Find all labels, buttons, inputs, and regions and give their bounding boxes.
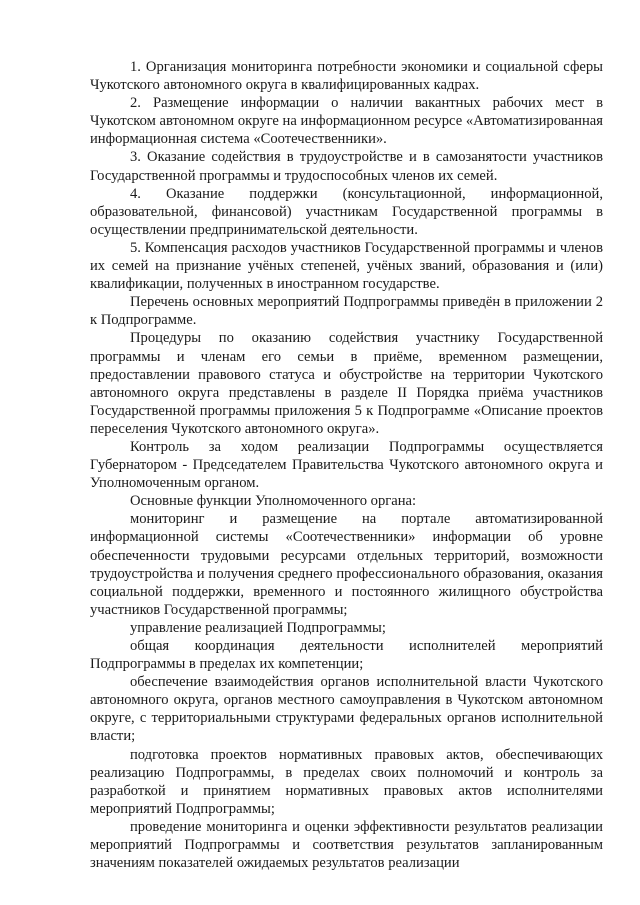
paragraph-procedures: Процедуры по оказанию содействия участнику Государственной программы и членам его семьи в приёме, временном размещении, предоставлении правового статуса и обустройстве на территории Чукотского автономного округа представлены в разделе II Порядка приёма участников Государственной программы приложения 5 к Подпрограмме «Описание проектов переселения Чукотского автономного округа». [90, 330, 603, 437]
paragraph-item-2: 2. Размещение информации о наличии вакантных рабочих мест в Чукотском автономном округе на информационном ресурсе «Автоматизированная информационная система «Соотечественники». [90, 95, 603, 148]
paragraph-item-4: 4. Оказание поддержки (консультационной, информационной, образовательной, финансовой) участникам Государственной программы в осуществлении предпринимательской деятельности. [90, 185, 603, 238]
paragraph-monitoring-portal: мониторинг и размещение на портале автоматизированной информационной системы «Соотечественники» информации об уровне обеспеченности трудовыми ресурсами отдельных территорий, возможности трудоустройства и получения среднего профессионального образования, оказания социальной поддержки, временного и постоянного жилищного обустройства участников Государственной программы; [90, 511, 603, 618]
paragraph-interaction: обеспечение взаимодействия органов исполнительной власти Чукотского автономного округа, органов местного самоуправления в Чукотском автономном округе, с территориальными структурами федеральных органов исполнительной власти; [90, 674, 603, 745]
paragraph-legal-acts: подготовка проектов нормативных правовых актов, обеспечивающих реализацию Подпрограммы, в пределах своих полномочий и контроль за разработкой и принятием нормативных правовых актов исполнителями мероприятий Подпрограммы; [90, 746, 603, 817]
paragraph-management: управление реализацией Подпрограммы; [130, 619, 386, 636]
document-body [90, 58, 603, 872]
paragraph-item-1: 1. Организация мониторинга потребности экономики и социальной сферы Чукотского автономного округа в квалифицированных кадрах. [90, 59, 603, 94]
paragraph-activities-list: Перечень основных мероприятий Подпрограммы приведён в приложении 2 к Подпрограмме. [90, 294, 603, 329]
paragraph-coordination: общая координация деятельности исполнителей мероприятий Подпрограммы в пределах их компетенции; [90, 638, 603, 673]
paragraph-item-5: 5. Компенсация расходов участников Государственной программы и членов их семей на признание учёных степеней, учёных званий, образования и (или) квалификации, полученных в иностранном государстве. [90, 239, 603, 293]
paragraph-item-3: 3. Оказание содействия в трудоустройстве и в самозанятости участников Государственной программы и трудоспособных членов их семей. [90, 149, 603, 184]
paragraph-control: Контроль за ходом реализации Подпрограммы осуществляется Губернатором - Председателем Правительства Чукотского автономного округа и Уполномоченным органом. [90, 438, 603, 492]
paragraph-evaluation: проведение мониторинга и оценки эффективности результатов реализации мероприятий Подпрограммы и соответствия результатов запланированным значениям показателей ожидаемых результатов реализации [90, 818, 603, 872]
paragraph-functions-heading: Основные функции Уполномоченного органа: [130, 493, 417, 510]
